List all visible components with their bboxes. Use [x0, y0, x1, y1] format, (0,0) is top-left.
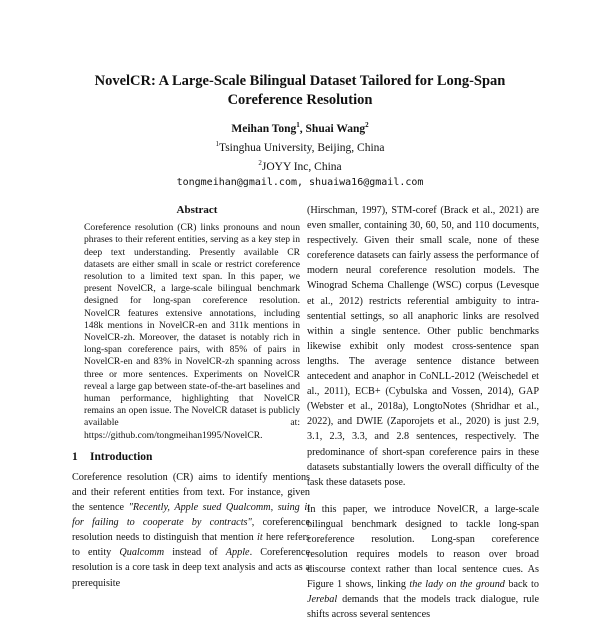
paper-title: NovelCR: A Large-Scale Bilingual Dataset Tailored for Long-Span Coreference Resolution — [94, 73, 506, 108]
author-names — [100, 118, 500, 137]
intro-mention: it — [257, 532, 263, 544]
right-text-3: demands that the models track dialogue, rule shifts across several sentences — [307, 594, 539, 621]
right-paragraph-2 — [307, 502, 539, 623]
left-column — [72, 203, 310, 591]
abstract-heading: Abstract — [176, 204, 218, 216]
author-2-affil-mark: 2 — [365, 121, 369, 129]
intro-entity-1: Qualcomm — [119, 547, 165, 559]
right-example-name: Jerebal — [307, 594, 338, 606]
intro-entity-2: Apple — [225, 547, 250, 559]
intro-text-5: . Coreference resolution is a core task in deep text analysis and acts as a prerequisite — [72, 547, 310, 589]
intro-text-3: here refers to entity — [72, 532, 311, 559]
author-1: Meihan Tong — [231, 122, 297, 135]
affiliation-1-mark: 1 — [215, 139, 219, 148]
section-number: 1 — [72, 450, 78, 463]
author-2: Shuai Wang — [305, 122, 366, 135]
intro-paragraph — [72, 470, 310, 591]
right-paragraph-1: (Hirschman, 1997), STM-coref (Brack et al., 2021) are even smaller, containing 30, 60, 50, and 110 documents, respectively. Given their small scale, none of these coreference datasets can fairly assess the performance of modern neural coreference resolution models. The Winograd Schema Challenge (WSC) corpus (Levesque et al., 2012) restricts referential ambiguity to intra-sentential settings, so all anaphoric links are resolved within a single sentence. Other public benchmarks likewise exhibit only modest cross-sentence span lengths. The average sentence distance between antecedent and anaphor in CoNLL-2012 (Weischedel et al., 2011), ECB+ (Cybulska and Vossen, 2014), GAP (Webster et al., 2018a), LongtoNotes (Shridhar et al., 2022), and DWIE (Zaporojets et al., 2020) is just 2.9, 3.1, 2.3, 3.3, and 2.8 sentences, respectively. The predominance of short-span coreference pairs in these datasets substantially lowers the overall difficulty of the task these datasets pose. — [307, 205, 539, 488]
affiliation-2-mark: 2 — [258, 158, 262, 167]
section-heading-introduction — [72, 450, 310, 465]
intro-example-sentence: "Recently, Apple sued Qualcomm, suing it for failing to cooperate by contracts" — [72, 502, 310, 529]
author-emails: tongmeihan@gmail.com, shuaiwa16@gmail.com — [176, 177, 424, 189]
author-1-affil-mark: 1 — [296, 121, 300, 129]
author-separator: , — [299, 122, 306, 135]
right-text-2: back to — [504, 579, 539, 591]
affiliation-2-text: JOYY Inc, China — [261, 160, 342, 173]
intro-text-2: , coreference resolution needs to distinguish that mention — [72, 517, 310, 544]
abstract-body: Coreference resolution (CR) links pronouns and noun phrases to their referent entities, serving as a key step in deep text understanding. Presently available CR datasets are either small in scale or restrict coreference resolution to a limited text span. In this paper, we present NovelCR, a large-scale bilingual benchmark designed for long-span coreference resolution. NovelCR features extensive annotations, including 148k mentions in NovelCR-en and 311k mentions in NovelCR-zh. Moreover, the dataset is notably rich in long-span coreference pairs, with 85% of pairs in NovelCR-en and 83% in NovelCR-zh spanning across three or more sentences. Experiments on NovelCR reveal a large gap between state-of-the-art baselines and human performance, highlighting that NovelCR remains an open issue. The NovelCR dataset is publicly available at: https://github.com/tongmeihan1995/NovelCR. — [84, 222, 300, 441]
intro-text-1: Coreference resolution (CR) aims to identify mentions and their referent entities from text. For instance, given the sentence — [72, 471, 310, 514]
section-title: Introduction — [90, 450, 153, 463]
affiliation-2 — [100, 156, 500, 175]
affiliation-1-text: Tsinghua University, Beijing, China — [218, 141, 385, 154]
right-column — [307, 203, 539, 623]
right-text-1: In this paper, we introduce NovelCR, a large-scale bilingual benchmark designed to tackle long-span coreference resolution. Long-span coreference resolution requires models to reason over broad discourse context rather than local sentence cues. As Figure 1 shows, linking — [307, 503, 539, 591]
affiliation-1 — [100, 137, 500, 156]
author-block — [100, 118, 500, 190]
intro-text-4: instead of — [164, 547, 226, 559]
right-example-phrase: the lady on the ground — [409, 579, 505, 591]
